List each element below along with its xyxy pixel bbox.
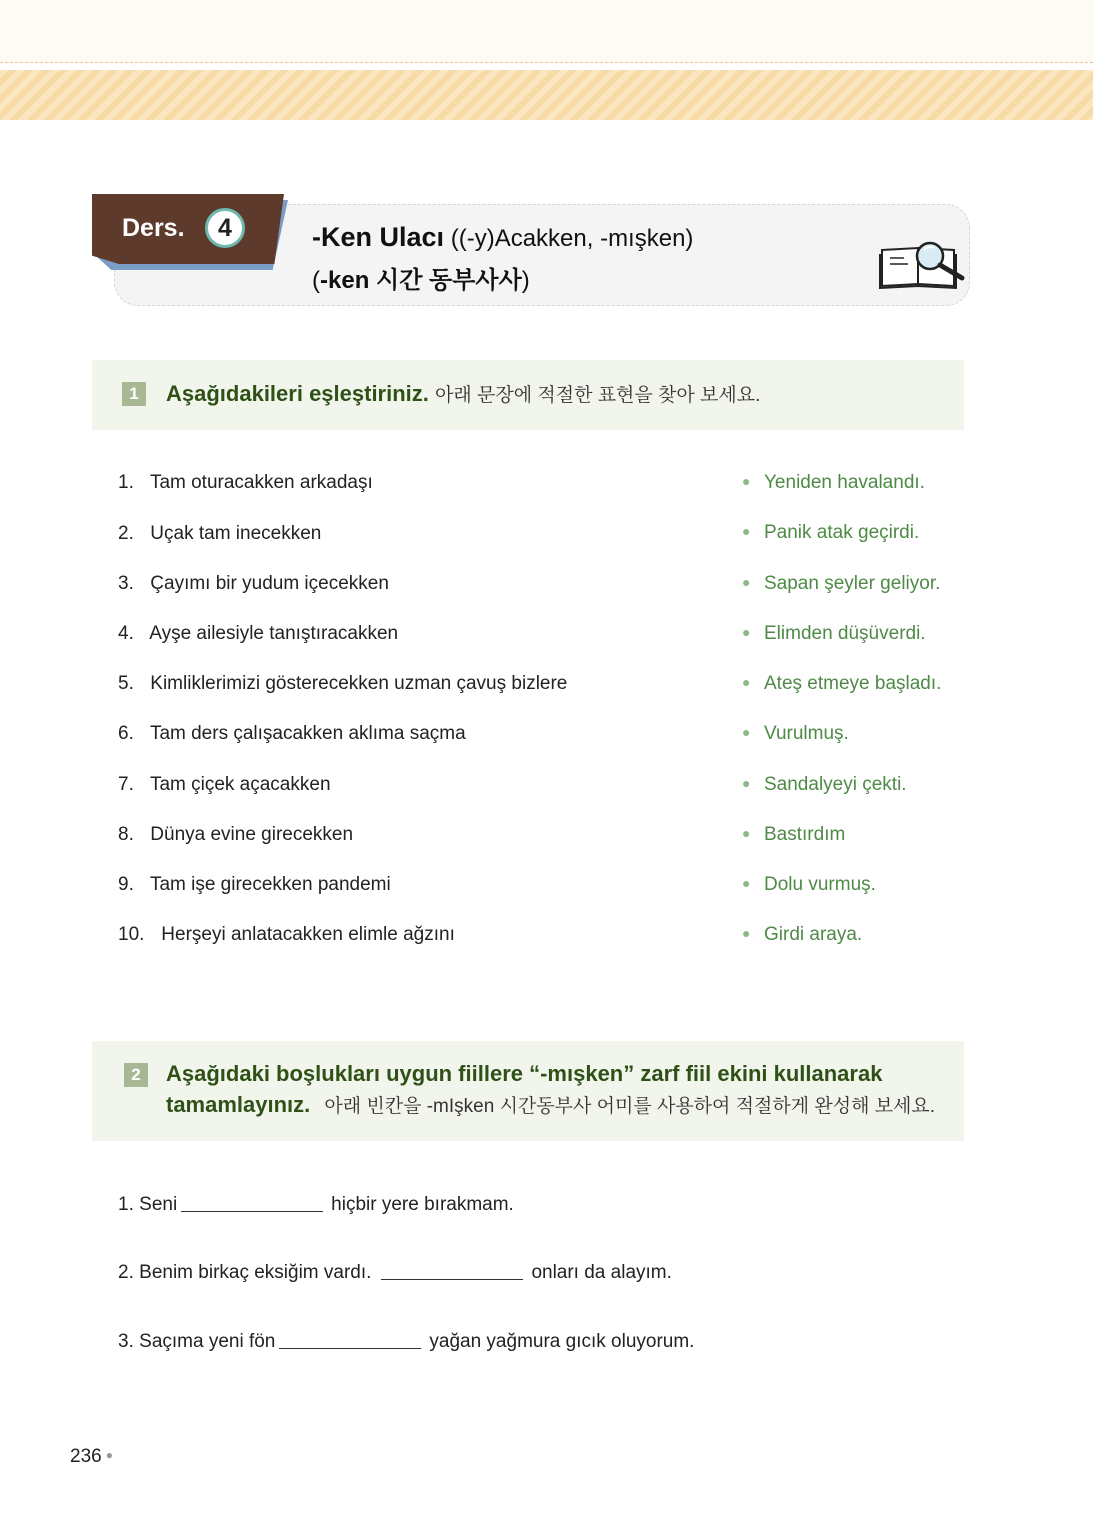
bullet-dot-icon: ● [742,825,751,841]
item-text: Yeniden havalandı. [764,472,925,493]
section-1-number: 1 [122,382,146,406]
match-right-item [742,874,876,896]
match-left-item [118,523,321,545]
section-2-title-line1: Aşağıdaki boşlukları uygun fiillere “-mışken” zarf fiil ekini kullanarak [166,1061,883,1086]
item-number: 1. [118,1194,134,1215]
match-left-item [118,623,398,645]
answer-blank[interactable] [181,1193,323,1212]
lesson-subtitle-open: ( [312,267,320,294]
bullet-dot-icon: ● [742,624,751,640]
item-number: 4. [118,623,134,644]
item-text: Herşeyi anlatacakken elimle ağzını [161,924,455,945]
fill-in-item [118,1193,514,1216]
item-text-after: onları da alayım. [531,1262,672,1283]
lesson-tab [92,194,284,264]
section-2-title-line2 [166,1091,935,1118]
header-band [0,0,1093,63]
section-2-title-tr: tamamlayınız. [166,1092,311,1117]
fill-in-item [118,1261,672,1284]
decorative-stripe-band [0,70,1093,120]
section-2-title-kr: 아래 빈칸을 -mIşken 시간동부사 어미를 사용하여 적절하게 완성해 보세요. [324,1096,936,1117]
item-text: Ateş etmeye başladı. [764,673,942,694]
match-right-item [742,522,919,544]
item-text-before: Seni [139,1194,178,1215]
item-number: 5. [118,673,134,694]
item-number: 7. [118,774,134,795]
fill-in-item [118,1330,694,1353]
answer-blank[interactable] [381,1261,523,1280]
item-text: Vurulmuş. [764,723,849,744]
book-magnifier-icon [878,238,966,290]
page-number [70,1446,113,1468]
page-dot-icon: ● [105,1448,113,1462]
match-right-item [742,573,940,595]
match-right-item [742,623,926,645]
section-2-header [92,1041,964,1141]
bullet-dot-icon: ● [742,775,751,791]
lesson-title-extra: ((-y)Acakken, -mışken) [450,225,694,252]
item-text: Elimden düşüverdi. [764,623,926,644]
item-text-after: hiçbir yere bırakmam. [331,1194,514,1215]
section-2-number: 2 [124,1063,148,1087]
lesson-subtitle-close: ) [521,267,530,294]
item-number: 2. [118,1262,134,1283]
lesson-number-badge: 4 [205,208,245,248]
lesson-label: Ders. [122,214,185,242]
item-text: Sapan şeyler geliyor. [764,573,941,594]
item-text: Bastırdım [764,824,846,845]
item-text-after: yağan yağmura gıcık oluyorum. [429,1331,695,1352]
section-1-title-tr: Aşağıdakileri eşleştiriniz. [166,381,429,406]
match-right-item [742,924,862,946]
item-text-before: Saçıma yeni fön [139,1331,276,1352]
lesson-subtitle-text: -ken 시간 동부사사 [320,267,522,294]
item-text: Tam işe girecekken pandemi [149,874,391,895]
bullet-dot-icon: ● [742,574,751,590]
bullet-dot-icon: ● [742,473,751,489]
section-1-header [92,360,964,430]
match-left-item [118,874,391,896]
lesson-subtitle [312,260,530,295]
match-left-item [118,573,389,595]
item-number: 8. [118,824,134,845]
bullet-dot-icon: ● [742,925,751,941]
match-right-item [742,774,907,796]
bullet-dot-icon: ● [742,875,751,891]
item-text: Ayşe ailesiyle tanıştıracakken [149,623,399,644]
match-left-item [118,824,353,846]
bullet-dot-icon: ● [742,523,751,539]
item-text: Tam çiçek açacakken [149,774,331,795]
item-text: Dolu vurmuş. [764,874,876,895]
match-right-item [742,673,941,695]
item-number: 1. [118,472,134,493]
item-text: Kimliklerimizi gösterecekken uzman çavuş bizlere [150,673,568,694]
item-number: 6. [118,723,134,744]
section-1-title-kr: 아래 문장에 적절한 표현을 찾아 보세요. [435,385,761,406]
match-right-item [742,723,849,745]
match-left-item [118,924,455,946]
item-text: Tam ders çalışacakken aklıma saçma [149,723,466,744]
item-number: 2. [118,523,134,544]
item-text: Uçak tam inecekken [150,523,322,544]
item-text: Dünya evine girecekken [150,824,354,845]
lesson-title-main: -Ken Ulacı [312,222,445,252]
match-left-item [118,774,331,796]
item-text: Panik atak geçirdi. [764,522,920,543]
item-text: Çayımı bir yudum içecekken [150,573,389,594]
item-text: Girdi araya. [764,924,863,945]
match-left-item [118,472,373,494]
item-number: 9. [118,874,134,895]
match-left-item [118,673,567,695]
match-right-item [742,824,845,846]
bullet-dot-icon: ● [742,724,751,740]
item-number: 3. [118,573,134,594]
item-number: 3. [118,1331,134,1352]
item-text: Sandalyeyi çekti. [764,774,907,795]
page-number-text: 236 [70,1446,102,1467]
item-text: Tam oturacakken arkadaşı [149,472,373,493]
lesson-title [312,222,693,253]
answer-blank[interactable] [279,1330,421,1349]
item-number: 10. [118,924,145,945]
bullet-dot-icon: ● [742,674,751,690]
item-text-before: Benim birkaç eksiğim vardı. [139,1262,372,1283]
match-right-item [742,472,925,494]
match-left-item [118,723,466,745]
section-1-title [166,380,760,407]
